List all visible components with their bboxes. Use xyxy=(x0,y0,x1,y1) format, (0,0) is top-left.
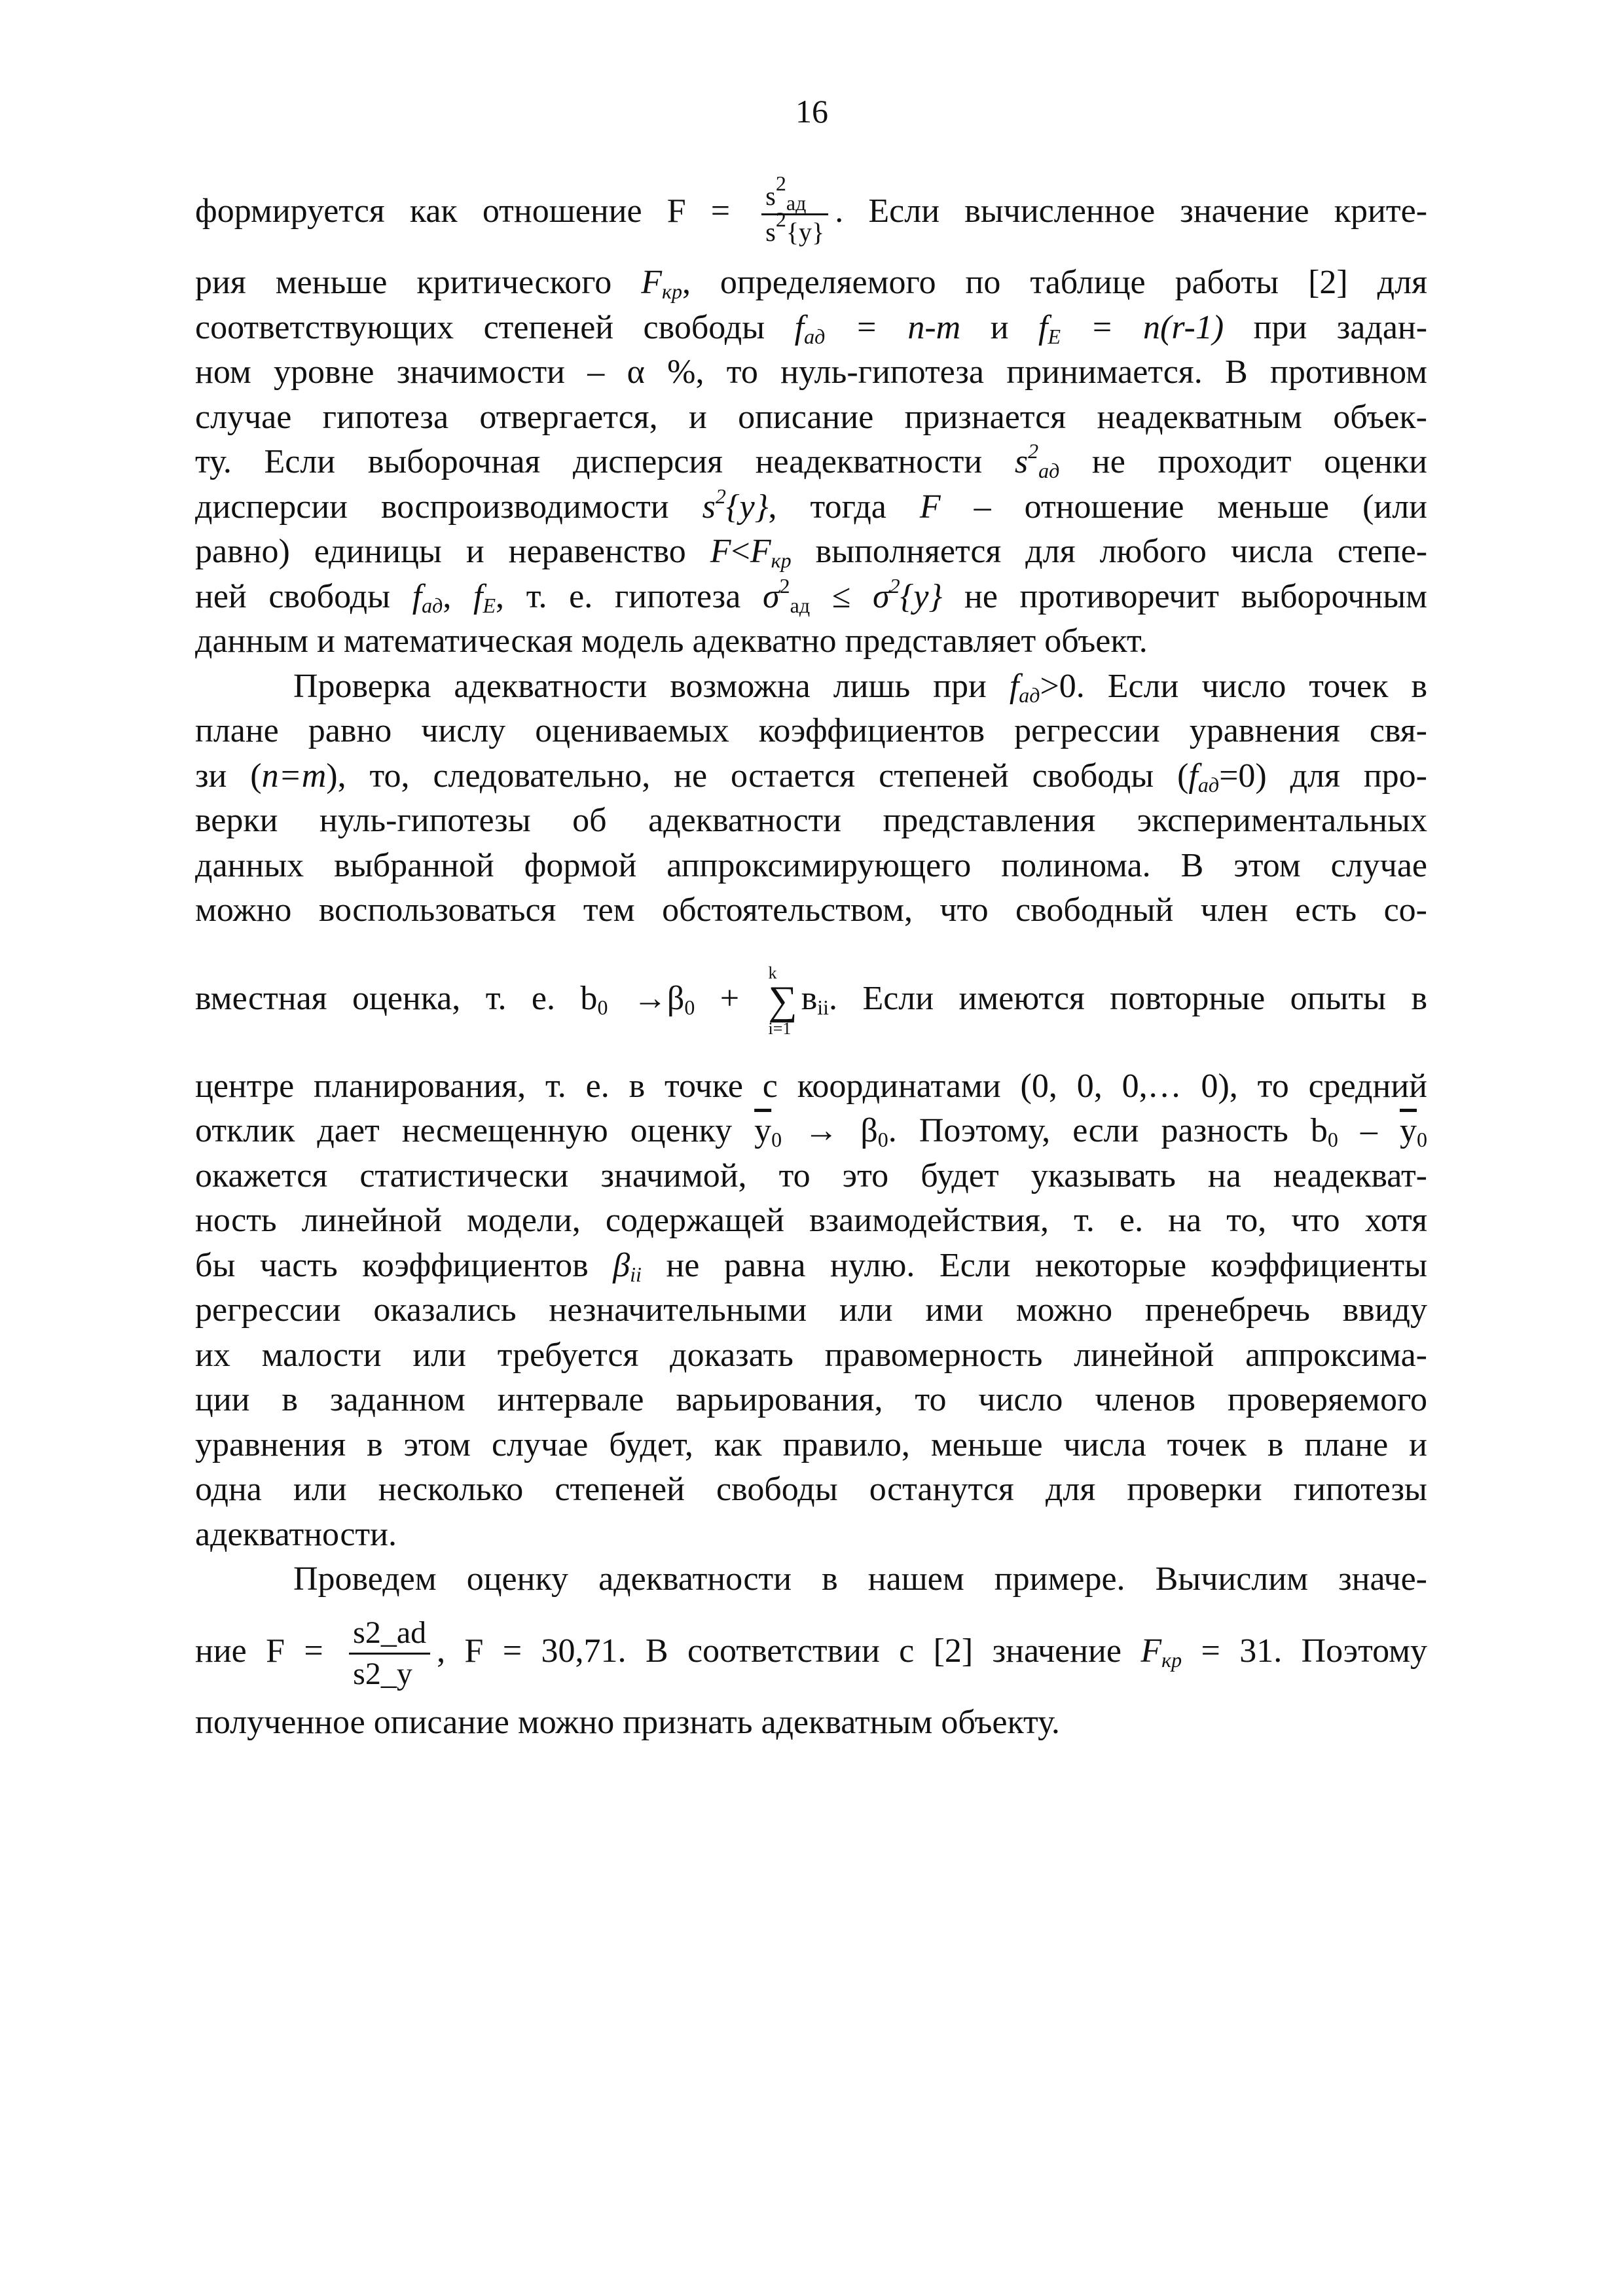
p1-line-8: равно) единицы и неравенство $F<F_{кр}$ выполняется для любого числа степе- xyxy=(195,533,1428,572)
fraction-s2ad-s2y: $\frac{s2\_ad}{s2\_y}$ xyxy=(349,1617,430,1690)
p2-line-6: можно воспользоваться тем обстоятельством, что свободный член есть со- xyxy=(195,891,1427,929)
p2-line-12: бы часть коэффициентов $\beta_{ii}$ не равна нулю. Если некоторые коэффициенты xyxy=(195,1246,1428,1286)
page-number: 16 xyxy=(795,93,828,130)
summation: k ∑ i=1 xyxy=(768,963,797,1038)
p2-line-7: вместная оценка, т. е. $b_0 \to\beta_0$ + k ∑ i=1 $в_{ii}$. Если имеются повторные опыты в xyxy=(195,963,1428,1038)
p1-line-3: соответствующих степеней свободы $f_{ад} = n-m$ и $f_E = n(r-1)$ при задан- xyxy=(195,308,1428,348)
p2-line-15: ции в заданном интервале варьирования, то число членов проверяемого xyxy=(195,1381,1427,1418)
p2-line-13: регрессии оказались незначительными или ими можно пренебречь ввиду xyxy=(195,1291,1427,1329)
p2-line-4: верки нуль-гипотезы об адекватности представления экспериментальных xyxy=(195,802,1427,839)
p1-line-6: ту. Если выборочная дисперсия неадекватности $s^2_{ад}$ не проходит оценки xyxy=(195,439,1427,482)
paragraph-1 xyxy=(195,162,1427,664)
paragraph-2 xyxy=(195,664,1427,1558)
p3-line-1: Проведем оценку адекватности в нашем примере. Вычислим значе- xyxy=(293,1560,1427,1598)
p3-line-3: полученное описание можно признать адекватным объекту. xyxy=(195,1703,1060,1741)
body-text xyxy=(195,162,1427,1745)
p2-line-14: их малости или требуется доказать правомерность линейной аппроксима- xyxy=(195,1336,1427,1374)
p2-line-11: ность линейной модели, содержащей взаимодействия, т. е. на то, что хотя xyxy=(195,1202,1427,1239)
p1-line-7: дисперсии воспроизводимости $s^2\{y\}$, тогда F – отношение меньше (или xyxy=(195,484,1427,526)
p2-line-18: адекватности. xyxy=(195,1515,397,1553)
p2-line-5: данных выбранной формой аппроксимирующего полинома. В этом случае xyxy=(195,846,1427,884)
paragraph-3 xyxy=(195,1557,1427,1745)
p2-line-16: уравнения в этом случае будет, как правило, меньше числа точек в плане и xyxy=(195,1426,1427,1463)
p2-line-10: окажется статистически значимой, то это будет указывать на неадекват- xyxy=(195,1157,1427,1194)
p1-line-4: ном уровне значимости – α %, то нуль-гипотеза принимается. В противном xyxy=(195,353,1427,391)
p2-line-9: отклик дает несмещенную оценку $\overline{y}_0 \to \beta_0$. Поэтому, если разность $b_0 - \overline{y}_0$ xyxy=(195,1112,1427,1151)
fraction-f-ratio: $\frac{s^2_{ад}}{s^2\{y\}}$ xyxy=(761,183,828,245)
p1-line-9: ней свободы $f_{ад}$, $f_E$, т. е. гипотеза $\sigma^2_{ад} \le \sigma^2\{y\}$ не противоречит выборочным xyxy=(195,573,1428,617)
p1-line-5: случае гипотеза отвергается, и описание признается неадекватным объек- xyxy=(195,398,1427,436)
p2-line-1: Проверка адекватности возможна лишь при $f_{ад}>0$. Если число точек в xyxy=(293,667,1428,707)
p1-line-10: данным и математическая модель адекватно представляет объект. xyxy=(195,622,1148,660)
p2-line-3: зи (n=m), то, следовательно, не остается степеней свободы $(f_{ад}=0)$ для про- xyxy=(195,757,1427,797)
p2-line-8: центре планирования, т. е. в точке с координатами (0, 0, 0,… 0), то средний xyxy=(195,1067,1427,1105)
p2-line-2: плане равно числу оцениваемых коэффициентов регрессии уравнения свя- xyxy=(195,712,1427,749)
p2-line-17: одна или несколько степеней свободы останутся для проверки гипотезы xyxy=(195,1471,1427,1508)
p1-line-1: формируется как отношение F = $\frac{s^2_{ад}}{s^2\{y\}}$ . Если вычисленное значение крите- xyxy=(195,171,1428,247)
p3-line-2: ние F = $\frac{s2\_ad}{s2\_y}$ , F = 30,71. В соответствии с [2] значение $F_{кр} = 31$. Поэтому xyxy=(195,1615,1428,1692)
p1-line-2: рия меньше критического $F_{кр}$, определяемого по таблице работы [2] для xyxy=(195,264,1427,303)
